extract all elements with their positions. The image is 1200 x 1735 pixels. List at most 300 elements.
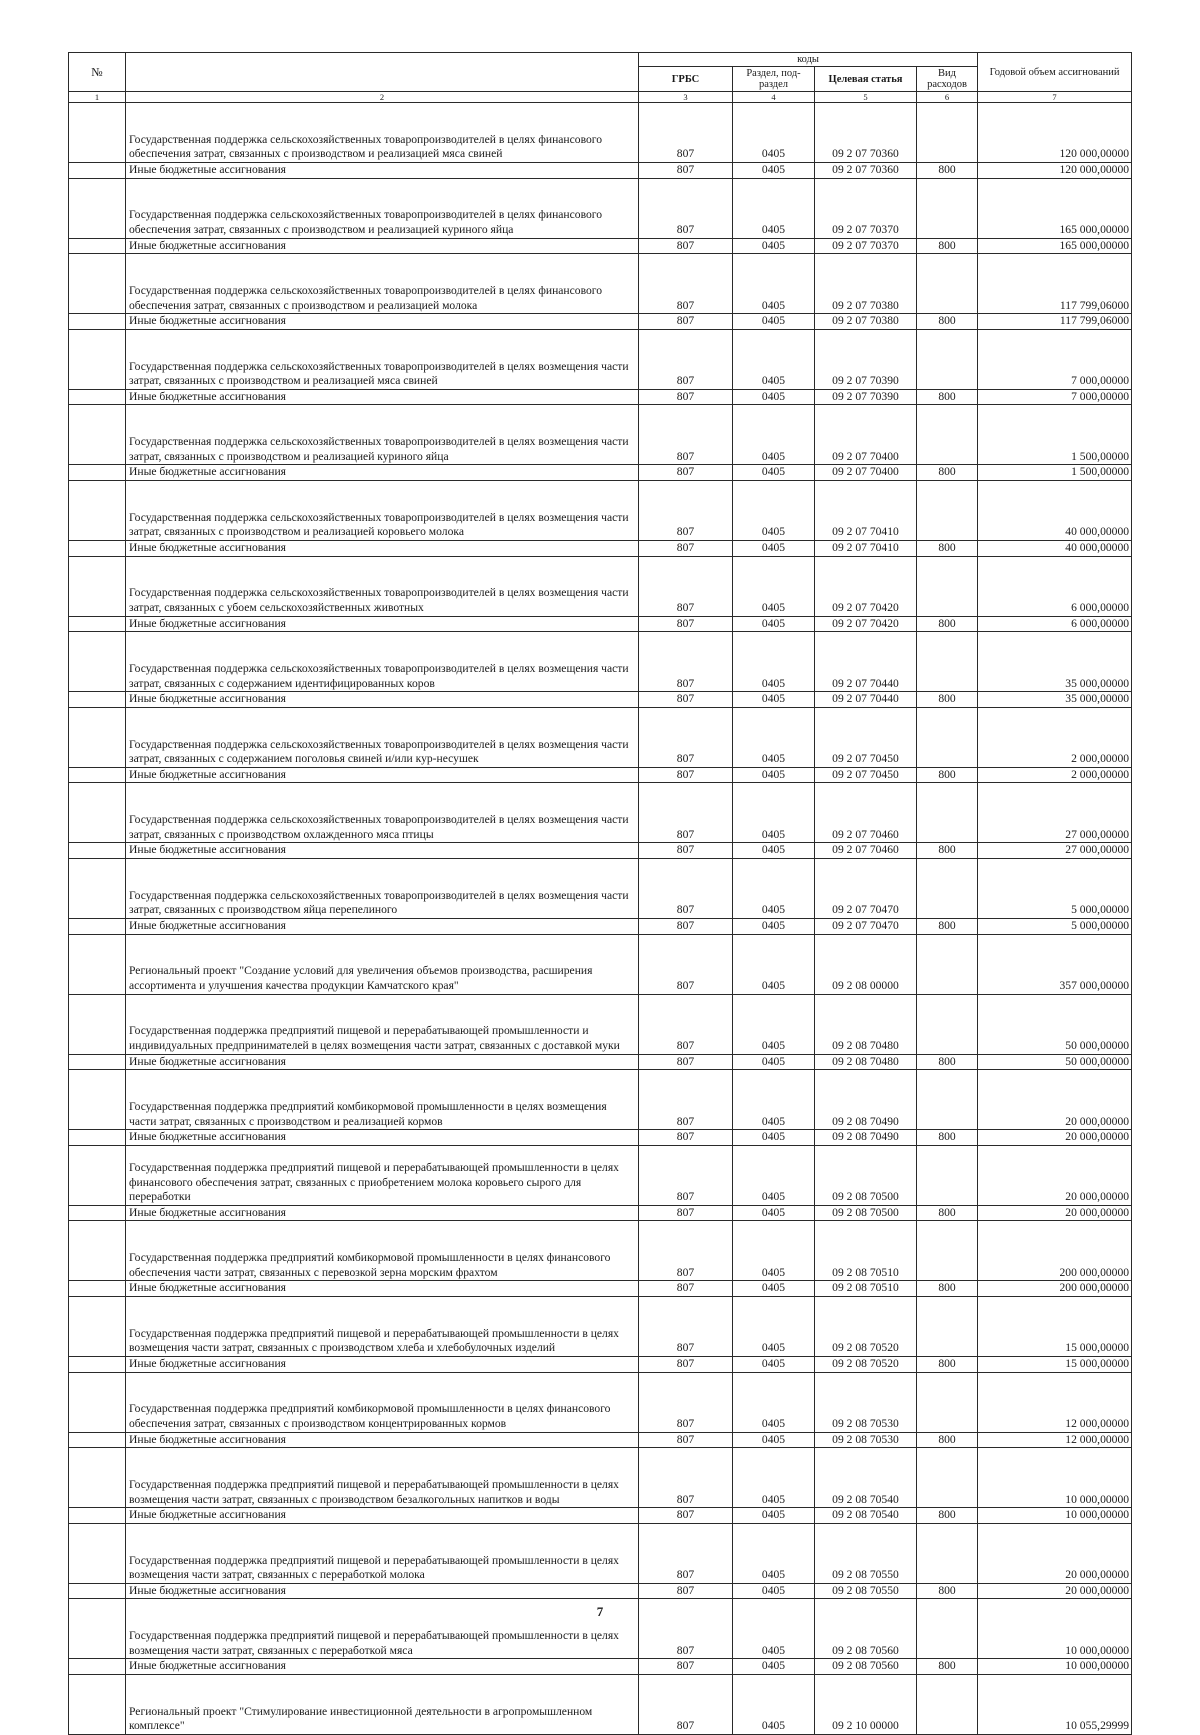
row-target-article: 09 2 07 70410 — [815, 540, 917, 556]
row-expense-type: 800 — [917, 1205, 978, 1221]
row-grbs: 807 — [639, 480, 733, 540]
table-row — [69, 389, 1132, 405]
row-target-article: 09 2 08 70520 — [815, 1356, 917, 1372]
row-expense-type: 800 — [917, 1356, 978, 1372]
row-section: 0405 — [733, 389, 815, 405]
row-section: 0405 — [733, 1674, 815, 1734]
column-number: 7 — [978, 92, 1132, 103]
row-section: 0405 — [733, 934, 815, 994]
row-grbs: 807 — [639, 1508, 733, 1524]
row-target-article: 09 2 07 70470 — [815, 918, 917, 934]
row-amount: 117 799,06000 — [978, 254, 1132, 314]
table-row — [69, 632, 1132, 692]
row-expense-type: 800 — [917, 1054, 978, 1070]
row-target-article: 09 2 08 70510 — [815, 1221, 917, 1281]
row-grbs: 807 — [639, 843, 733, 859]
row-description: Иные бюджетные ассигнования — [126, 1205, 639, 1221]
row-grbs: 807 — [639, 329, 733, 389]
header-amount: Годовой объем ассигнований — [978, 53, 1132, 92]
row-grbs: 807 — [639, 707, 733, 767]
row-number-cell — [69, 1054, 126, 1070]
row-section: 0405 — [733, 1508, 815, 1524]
table-row — [69, 1372, 1132, 1432]
row-target-article: 09 2 08 70520 — [815, 1296, 917, 1356]
row-expense-type — [917, 858, 978, 918]
row-amount: 2 000,00000 — [978, 707, 1132, 767]
row-expense-type — [917, 1145, 978, 1205]
row-expense-type — [917, 632, 978, 692]
row-section: 0405 — [733, 707, 815, 767]
row-section: 0405 — [733, 163, 815, 179]
row-expense-type: 800 — [917, 314, 978, 330]
row-expense-type — [917, 1448, 978, 1508]
row-expense-type — [917, 1372, 978, 1432]
row-number-cell — [69, 1448, 126, 1508]
row-amount: 117 799,06000 — [978, 314, 1132, 330]
header-section: Раздел, под-раздел — [733, 67, 815, 92]
row-number-cell — [69, 1281, 126, 1297]
row-amount: 50 000,00000 — [978, 994, 1132, 1054]
row-grbs: 807 — [639, 465, 733, 481]
row-number-cell — [69, 1583, 126, 1599]
row-expense-type: 800 — [917, 238, 978, 254]
table-row — [69, 918, 1132, 934]
row-grbs: 807 — [639, 692, 733, 708]
table-row — [69, 405, 1132, 465]
row-target-article: 09 2 07 70390 — [815, 329, 917, 389]
row-number-cell — [69, 389, 126, 405]
row-section: 0405 — [733, 1054, 815, 1070]
row-number-cell — [69, 1523, 126, 1583]
appropriations-table — [68, 52, 1132, 1735]
row-expense-type — [917, 1523, 978, 1583]
row-expense-type: 800 — [917, 1508, 978, 1524]
row-number-cell — [69, 405, 126, 465]
row-grbs: 807 — [639, 1432, 733, 1448]
row-grbs: 807 — [639, 1523, 733, 1583]
table-row — [69, 178, 1132, 238]
budget-sheet — [68, 52, 1131, 1735]
row-target-article: 09 2 08 70480 — [815, 1054, 917, 1070]
row-amount: 15 000,00000 — [978, 1296, 1132, 1356]
column-number: 3 — [639, 92, 733, 103]
row-grbs: 807 — [639, 1281, 733, 1297]
row-description: Иные бюджетные ассигнования — [126, 163, 639, 179]
row-number-cell — [69, 465, 126, 481]
row-expense-type: 800 — [917, 843, 978, 859]
row-number-cell — [69, 1205, 126, 1221]
row-grbs: 807 — [639, 616, 733, 632]
row-expense-type: 800 — [917, 163, 978, 179]
row-grbs: 807 — [639, 238, 733, 254]
row-section: 0405 — [733, 632, 815, 692]
table-row — [69, 1054, 1132, 1070]
row-section: 0405 — [733, 540, 815, 556]
row-description: Иные бюджетные ассигнования — [126, 540, 639, 556]
row-number-cell — [69, 1070, 126, 1130]
row-section: 0405 — [733, 1130, 815, 1146]
row-number-cell — [69, 238, 126, 254]
row-expense-type — [917, 1296, 978, 1356]
column-number-row — [69, 92, 1132, 103]
row-description: Иные бюджетные ассигнования — [126, 1281, 639, 1297]
column-number: 1 — [69, 92, 126, 103]
row-description: Иные бюджетные ассигнования — [126, 1356, 639, 1372]
row-description: Государственная поддержка сельскохозяйственных товаропроизводителей в целях возмещения части затрат, связанных с производством и реализацией коровьего молока — [126, 480, 639, 540]
row-description: Региональный проект "Создание условий для увеличения объемов производства, расширения ассортимента и улучшения качества продукции Камчатского края" — [126, 934, 639, 994]
row-expense-type — [917, 480, 978, 540]
row-grbs: 807 — [639, 1583, 733, 1599]
row-number-cell — [69, 616, 126, 632]
row-expense-type — [917, 1070, 978, 1130]
row-target-article: 09 2 07 70460 — [815, 843, 917, 859]
row-grbs: 807 — [639, 314, 733, 330]
header-grbs: ГРБС — [639, 67, 733, 92]
table-row — [69, 314, 1132, 330]
row-target-article: 09 2 07 70390 — [815, 389, 917, 405]
row-number-cell — [69, 1145, 126, 1205]
row-expense-type — [917, 1674, 978, 1734]
table-row — [69, 1674, 1132, 1734]
row-amount: 1 500,00000 — [978, 405, 1132, 465]
row-description: Государственная поддержка предприятий пищевой и перерабатывающей промышленности в целях возмещения части затрат, связанных с производством хлеба и хлебобулочных изделий — [126, 1296, 639, 1356]
row-amount: 20 000,00000 — [978, 1130, 1132, 1146]
row-amount: 7 000,00000 — [978, 329, 1132, 389]
table-row — [69, 1130, 1132, 1146]
row-amount: 20 000,00000 — [978, 1583, 1132, 1599]
row-section: 0405 — [733, 783, 815, 843]
row-number-cell — [69, 329, 126, 389]
row-expense-type: 800 — [917, 767, 978, 783]
row-section: 0405 — [733, 1448, 815, 1508]
table-row — [69, 540, 1132, 556]
row-expense-type — [917, 783, 978, 843]
row-grbs: 807 — [639, 254, 733, 314]
row-amount: 1 500,00000 — [978, 465, 1132, 481]
row-number-cell — [69, 163, 126, 179]
row-grbs: 807 — [639, 1054, 733, 1070]
row-target-article: 09 2 08 70540 — [815, 1448, 917, 1508]
row-grbs: 807 — [639, 1296, 733, 1356]
row-grbs: 807 — [639, 103, 733, 163]
table-header — [69, 53, 1132, 103]
table-row — [69, 1659, 1132, 1675]
row-section: 0405 — [733, 329, 815, 389]
row-amount: 2 000,00000 — [978, 767, 1132, 783]
row-section: 0405 — [733, 1281, 815, 1297]
row-number-cell — [69, 1221, 126, 1281]
header-target: Целевая статья — [815, 67, 917, 92]
row-number-cell — [69, 1432, 126, 1448]
row-amount: 357 000,00000 — [978, 934, 1132, 994]
column-number: 4 — [733, 92, 815, 103]
column-number: 5 — [815, 92, 917, 103]
row-description: Государственная поддержка предприятий пищевой и перерабатывающей промышленности в целях финансового обеспечения затрат, связанных с приобретением молока коровьего сырого для переработки — [126, 1145, 639, 1205]
row-number-cell — [69, 918, 126, 934]
row-grbs: 807 — [639, 1659, 733, 1675]
row-number-cell — [69, 1130, 126, 1146]
row-amount: 10 000,00000 — [978, 1448, 1132, 1508]
table-row — [69, 858, 1132, 918]
row-description: Государственная поддержка сельскохозяйственных товаропроизводителей в целях возмещения части затрат, связанных с производством и реализацией куриного яйца — [126, 405, 639, 465]
row-amount: 10 000,00000 — [978, 1599, 1132, 1659]
row-expense-type — [917, 707, 978, 767]
header-number: № — [69, 53, 126, 92]
table-row — [69, 843, 1132, 859]
row-number-cell — [69, 858, 126, 918]
row-target-article: 09 2 07 70360 — [815, 103, 917, 163]
row-grbs: 807 — [639, 858, 733, 918]
table-row — [69, 1523, 1132, 1583]
row-number-cell — [69, 767, 126, 783]
row-amount: 200 000,00000 — [978, 1221, 1132, 1281]
row-target-article: 09 2 07 70450 — [815, 707, 917, 767]
row-target-article: 09 2 08 70480 — [815, 994, 917, 1054]
row-description: Региональный проект "Стимулирование инвестиционной деятельности в агропромышленном комплексе" — [126, 1674, 639, 1734]
row-description: Государственная поддержка сельскохозяйственных товаропроизводителей в целях возмещения части затрат, связанных с убоем сельскохозяйственных животных — [126, 556, 639, 616]
row-expense-type — [917, 934, 978, 994]
row-grbs: 807 — [639, 632, 733, 692]
row-description: Государственная поддержка предприятий пищевой и перерабатывающей промышленности в целях возмещения части затрат, связанных с производством безалкогольных напитков и воды — [126, 1448, 639, 1508]
row-section: 0405 — [733, 616, 815, 632]
row-description: Государственная поддержка предприятий пищевой и перерабатывающей промышленности в целях возмещения части затрат, связанных с переработкой молока — [126, 1523, 639, 1583]
row-section: 0405 — [733, 918, 815, 934]
row-amount: 120 000,00000 — [978, 103, 1132, 163]
row-section: 0405 — [733, 254, 815, 314]
table-row — [69, 103, 1132, 163]
row-amount: 12 000,00000 — [978, 1432, 1132, 1448]
row-amount: 15 000,00000 — [978, 1356, 1132, 1372]
row-amount: 5 000,00000 — [978, 918, 1132, 934]
row-description: Иные бюджетные ассигнования — [126, 692, 639, 708]
row-section: 0405 — [733, 405, 815, 465]
row-target-article: 09 2 08 70560 — [815, 1599, 917, 1659]
row-target-article: 09 2 07 70370 — [815, 238, 917, 254]
row-target-article: 09 2 07 70460 — [815, 783, 917, 843]
row-expense-type — [917, 994, 978, 1054]
table-row — [69, 1145, 1132, 1205]
row-expense-type — [917, 103, 978, 163]
row-amount: 10 055,29999 — [978, 1674, 1132, 1734]
row-number-cell — [69, 480, 126, 540]
row-target-article: 09 2 08 00000 — [815, 934, 917, 994]
row-expense-type: 800 — [917, 1432, 978, 1448]
row-amount: 6 000,00000 — [978, 616, 1132, 632]
row-target-article: 09 2 08 70540 — [815, 1508, 917, 1524]
row-amount: 50 000,00000 — [978, 1054, 1132, 1070]
header-codes: коды — [639, 53, 978, 67]
row-number-cell — [69, 556, 126, 616]
row-amount: 40 000,00000 — [978, 480, 1132, 540]
table-row — [69, 616, 1132, 632]
row-grbs: 807 — [639, 783, 733, 843]
row-description: Государственная поддержка предприятий комбикормовой промышленности в целях возмещения части затрат, связанных с производством и реализацией кормов — [126, 1070, 639, 1130]
row-section: 0405 — [733, 1205, 815, 1221]
row-grbs: 807 — [639, 934, 733, 994]
row-description: Государственная поддержка предприятий комбикормовой промышленности в целях финансового обеспечения затрат, связанных с производством концентрированных кормов — [126, 1372, 639, 1432]
row-expense-type — [917, 254, 978, 314]
row-section: 0405 — [733, 1659, 815, 1675]
row-grbs: 807 — [639, 1674, 733, 1734]
row-amount: 165 000,00000 — [978, 238, 1132, 254]
row-section: 0405 — [733, 314, 815, 330]
row-section: 0405 — [733, 1070, 815, 1130]
table-row — [69, 465, 1132, 481]
row-description: Иные бюджетные ассигнования — [126, 918, 639, 934]
table-row — [69, 238, 1132, 254]
row-target-article: 09 2 07 70440 — [815, 692, 917, 708]
row-expense-type — [917, 329, 978, 389]
row-description: Государственная поддержка сельскохозяйственных товаропроизводителей в целях возмещения части затрат, связанных с содержанием поголовья свиней и/или кур-несушек — [126, 707, 639, 767]
row-description: Государственная поддержка предприятий пищевой и перерабатывающей промышленности и индивидуальных предпринимателей в целях возмещения части затрат, связанных с доставкой муки — [126, 994, 639, 1054]
row-target-article: 09 2 07 70440 — [815, 632, 917, 692]
row-description: Иные бюджетные ассигнования — [126, 1583, 639, 1599]
row-amount: 40 000,00000 — [978, 540, 1132, 556]
row-expense-type: 800 — [917, 1583, 978, 1599]
row-expense-type: 800 — [917, 918, 978, 934]
row-description: Государственная поддержка сельскохозяйственных товаропроизводителей в целях финансового обеспечения затрат, связанных с производством и реализацией молока — [126, 254, 639, 314]
row-number-cell — [69, 707, 126, 767]
table-row — [69, 767, 1132, 783]
row-expense-type: 800 — [917, 616, 978, 632]
row-target-article: 09 2 07 70380 — [815, 314, 917, 330]
row-number-cell — [69, 314, 126, 330]
row-amount: 10 000,00000 — [978, 1659, 1132, 1675]
table-row — [69, 1281, 1132, 1297]
row-grbs: 807 — [639, 1599, 733, 1659]
table-row — [69, 480, 1132, 540]
row-number-cell — [69, 843, 126, 859]
row-amount: 20 000,00000 — [978, 1070, 1132, 1130]
row-description: Государственная поддержка предприятий комбикормовой промышленности в целях финансового обеспечения части затрат, связанных с перевозкой зерна морским фрахтом — [126, 1221, 639, 1281]
row-description: Иные бюджетные ассигнования — [126, 616, 639, 632]
table-row — [69, 783, 1132, 843]
row-target-article: 09 2 08 70510 — [815, 1281, 917, 1297]
row-expense-type: 800 — [917, 540, 978, 556]
header-expense-type: Вид расходов — [917, 67, 978, 92]
row-amount: 7 000,00000 — [978, 389, 1132, 405]
row-description: Государственная поддержка сельскохозяйственных товаропроизводителей в целях возмещения части затрат, связанных с производством и реализацией мяса свиней — [126, 329, 639, 389]
row-description: Государственная поддержка предприятий пищевой и перерабатывающей промышленности в целях возмещения части затрат, связанных с переработкой мяса — [126, 1599, 639, 1659]
row-target-article: 09 2 07 70410 — [815, 480, 917, 540]
table-row — [69, 254, 1132, 314]
table-row — [69, 994, 1132, 1054]
table-row — [69, 1583, 1132, 1599]
row-section: 0405 — [733, 1145, 815, 1205]
row-target-article: 09 2 08 70500 — [815, 1205, 917, 1221]
row-section: 0405 — [733, 843, 815, 859]
page-number: 7 — [596, 1604, 604, 1619]
row-description: Иные бюджетные ассигнования — [126, 238, 639, 254]
row-number-cell — [69, 1296, 126, 1356]
row-amount: 20 000,00000 — [978, 1145, 1132, 1205]
row-number-cell — [69, 254, 126, 314]
row-amount: 200 000,00000 — [978, 1281, 1132, 1297]
row-section: 0405 — [733, 556, 815, 616]
row-description: Иные бюджетные ассигнования — [126, 1432, 639, 1448]
row-section: 0405 — [733, 1583, 815, 1599]
row-description: Государственная поддержка сельскохозяйственных товаропроизводителей в целях финансового обеспечения затрат, связанных с производством и реализацией мяса свиней — [126, 103, 639, 163]
row-description: Государственная поддержка сельскохозяйственных товаропроизводителей в целях возмещения части затрат, связанных с содержанием идентифицированных коров — [126, 632, 639, 692]
row-section: 0405 — [733, 1296, 815, 1356]
row-description: Иные бюджетные ассигнования — [126, 767, 639, 783]
row-description: Иные бюджетные ассигнования — [126, 465, 639, 481]
row-target-article: 09 2 07 70450 — [815, 767, 917, 783]
column-number: 6 — [917, 92, 978, 103]
row-amount: 20 000,00000 — [978, 1205, 1132, 1221]
row-grbs: 807 — [639, 994, 733, 1054]
row-target-article: 09 2 07 70360 — [815, 163, 917, 179]
row-section: 0405 — [733, 1221, 815, 1281]
table-row — [69, 1508, 1132, 1524]
row-expense-type: 800 — [917, 692, 978, 708]
row-expense-type — [917, 405, 978, 465]
table-row — [69, 1205, 1132, 1221]
row-number-cell — [69, 934, 126, 994]
row-section: 0405 — [733, 178, 815, 238]
row-amount: 10 000,00000 — [978, 1508, 1132, 1524]
row-description: Иные бюджетные ассигнования — [126, 389, 639, 405]
row-grbs: 807 — [639, 389, 733, 405]
row-description: Государственная поддержка сельскохозяйственных товаропроизводителей в целях возмещения части затрат, связанных с производством яйца перепелиного — [126, 858, 639, 918]
row-number-cell — [69, 632, 126, 692]
row-section: 0405 — [733, 480, 815, 540]
row-number-cell — [69, 178, 126, 238]
row-amount: 35 000,00000 — [978, 692, 1132, 708]
row-target-article: 09 2 08 70560 — [815, 1659, 917, 1675]
row-grbs: 807 — [639, 178, 733, 238]
row-section: 0405 — [733, 1372, 815, 1432]
table-row — [69, 556, 1132, 616]
row-target-article: 09 2 10 00000 — [815, 1674, 917, 1734]
row-target-article: 09 2 07 70400 — [815, 465, 917, 481]
row-grbs: 807 — [639, 1221, 733, 1281]
row-target-article: 09 2 08 70550 — [815, 1583, 917, 1599]
row-grbs: 807 — [639, 1448, 733, 1508]
row-description: Иные бюджетные ассигнования — [126, 1130, 639, 1146]
row-amount: 12 000,00000 — [978, 1372, 1132, 1432]
row-number-cell — [69, 103, 126, 163]
row-grbs: 807 — [639, 1145, 733, 1205]
table-row — [69, 934, 1132, 994]
row-expense-type — [917, 556, 978, 616]
row-number-cell — [69, 1508, 126, 1524]
row-target-article: 09 2 07 70370 — [815, 178, 917, 238]
row-grbs: 807 — [639, 1205, 733, 1221]
row-description: Иные бюджетные ассигнования — [126, 1054, 639, 1070]
row-number-cell — [69, 1674, 126, 1734]
row-target-article: 09 2 07 70400 — [815, 405, 917, 465]
row-grbs: 807 — [639, 540, 733, 556]
row-grbs: 807 — [639, 767, 733, 783]
row-expense-type — [917, 1221, 978, 1281]
row-description: Государственная поддержка сельскохозяйственных товаропроизводителей в целях возмещения части затрат, связанных с производством охлажденного мяса птицы — [126, 783, 639, 843]
table-row — [69, 1356, 1132, 1372]
row-section: 0405 — [733, 465, 815, 481]
row-amount: 20 000,00000 — [978, 1523, 1132, 1583]
row-section: 0405 — [733, 1356, 815, 1372]
row-number-cell — [69, 540, 126, 556]
table-row — [69, 707, 1132, 767]
row-amount: 35 000,00000 — [978, 632, 1132, 692]
row-section: 0405 — [733, 1599, 815, 1659]
row-amount: 27 000,00000 — [978, 843, 1132, 859]
row-target-article: 09 2 08 70530 — [815, 1372, 917, 1432]
row-number-cell — [69, 994, 126, 1054]
row-grbs: 807 — [639, 1070, 733, 1130]
row-target-article: 09 2 08 70530 — [815, 1432, 917, 1448]
row-number-cell — [69, 692, 126, 708]
